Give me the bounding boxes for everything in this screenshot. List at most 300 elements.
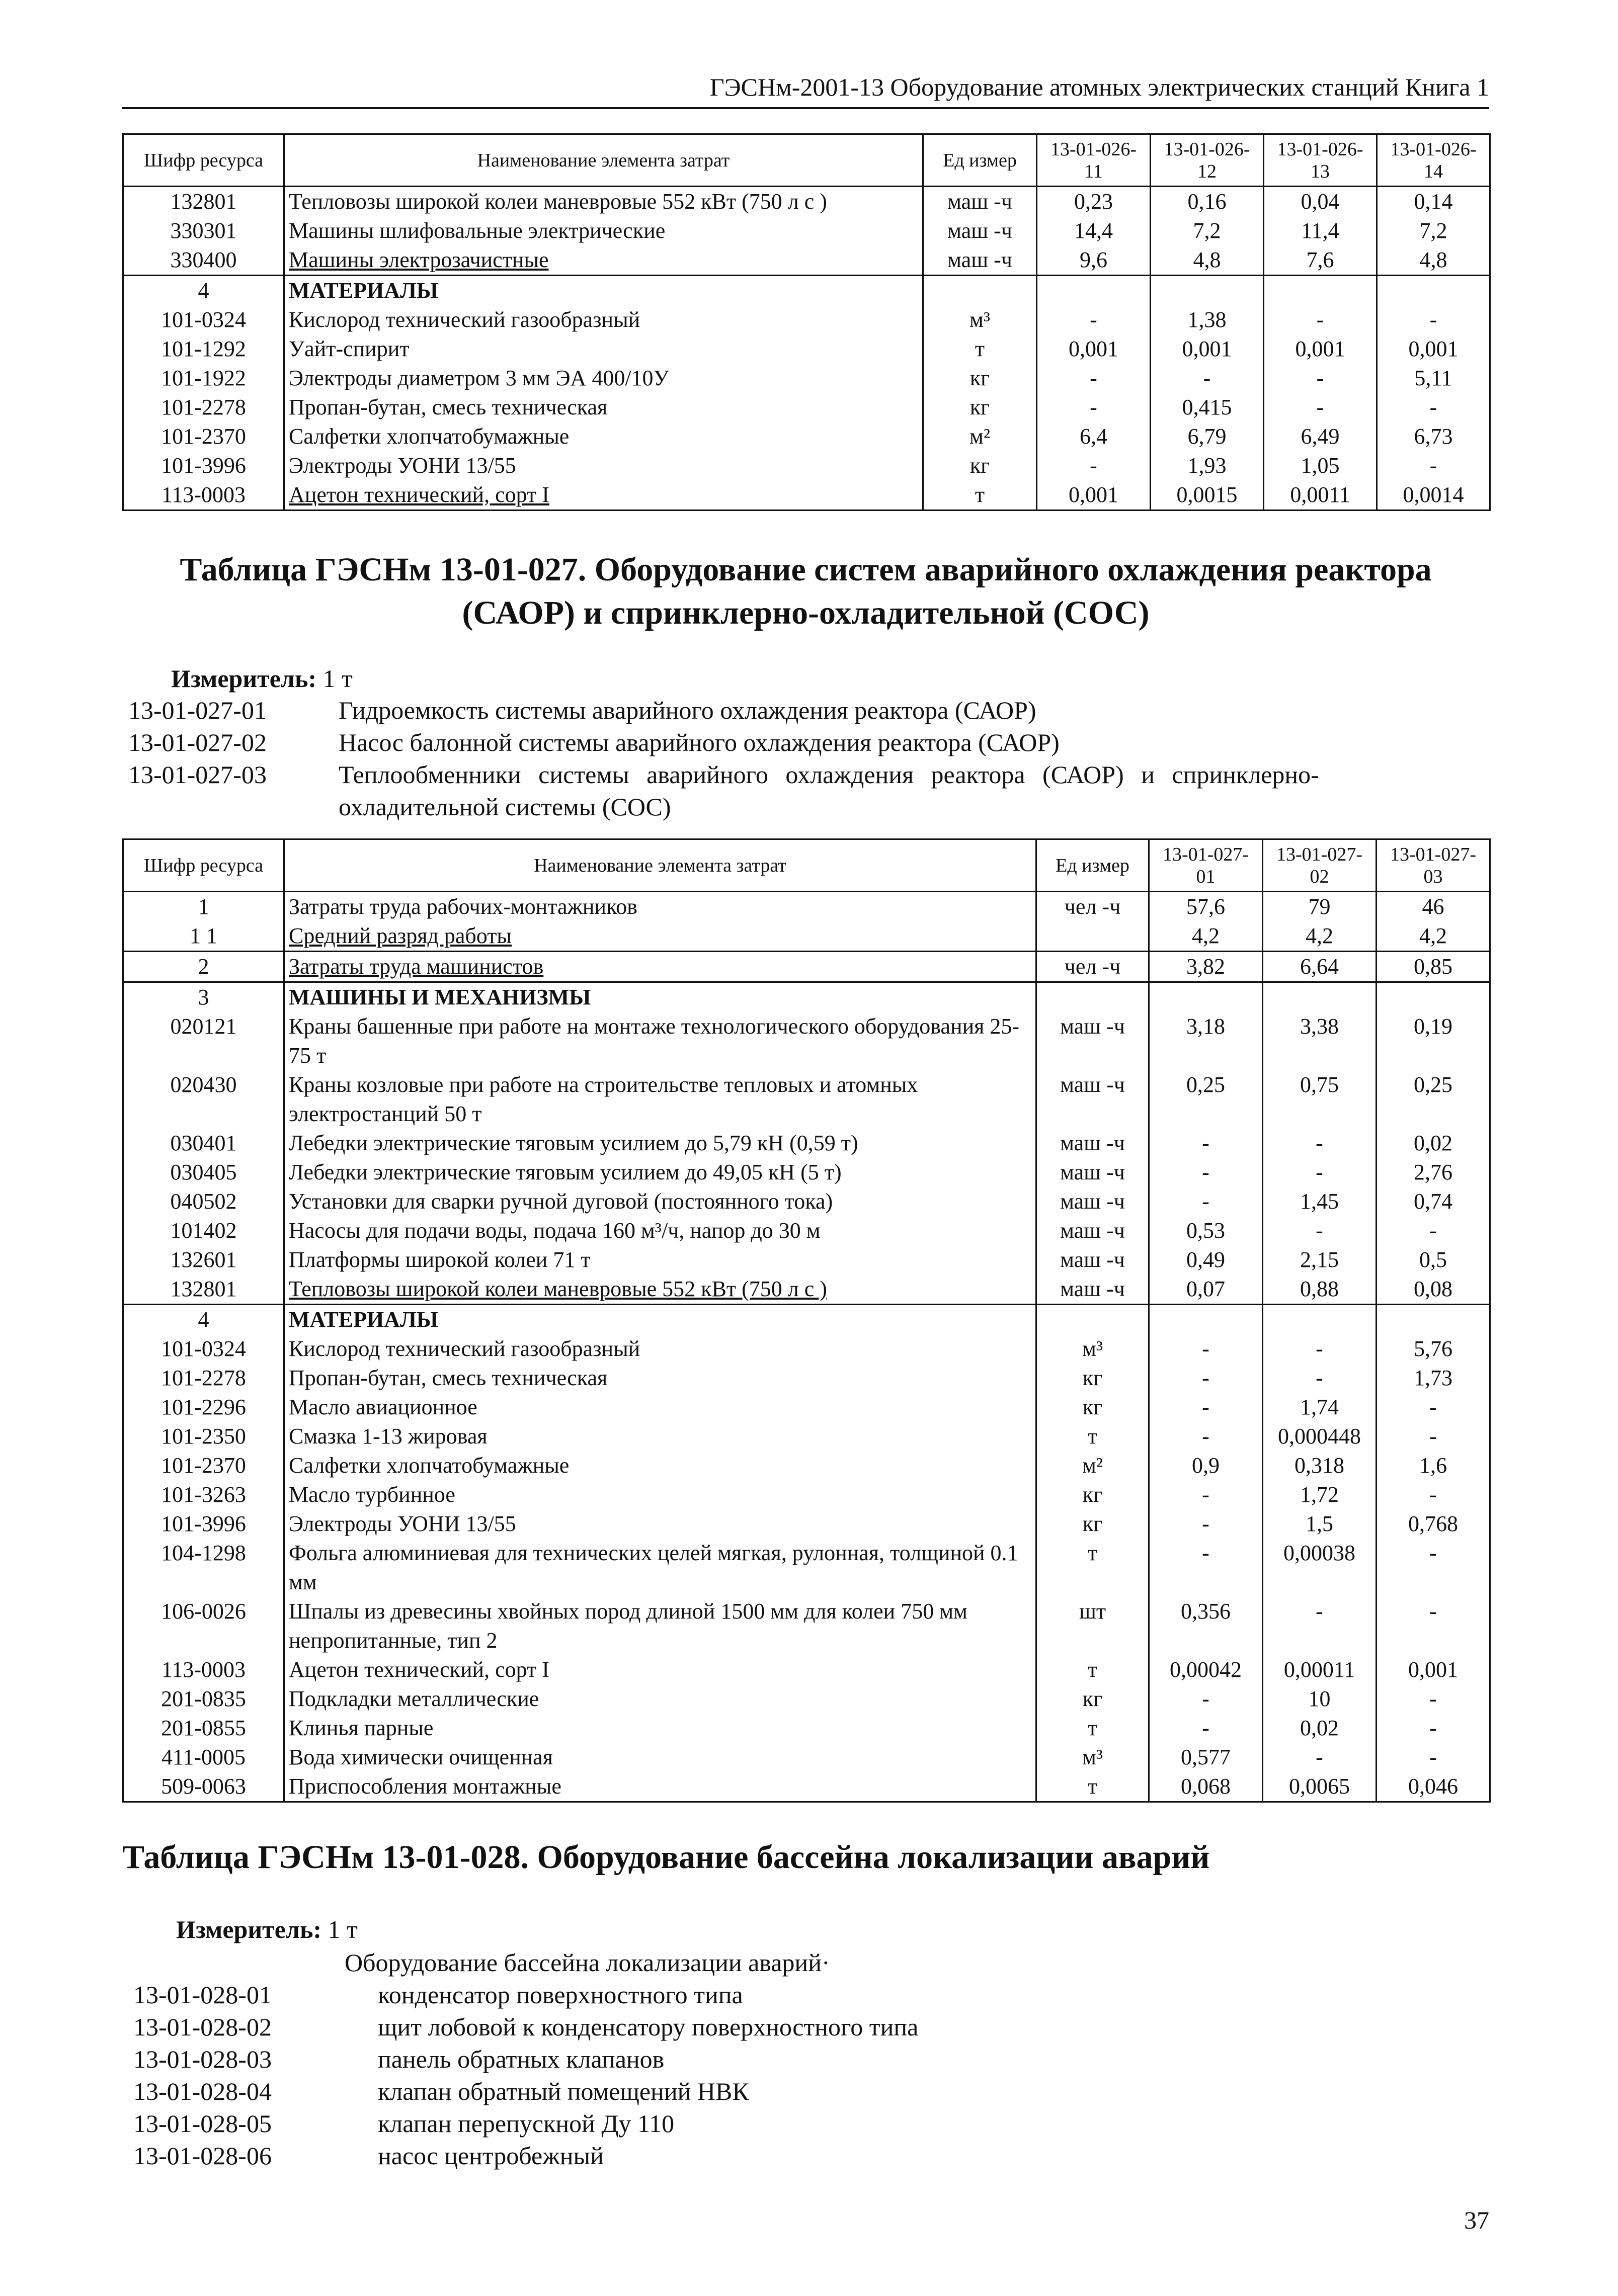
value-cell: -: [1151, 364, 1264, 393]
item-text: насос центробежный: [378, 2142, 604, 2170]
value-cell: 0,001: [1037, 480, 1151, 511]
unit-cell: м³: [1036, 1743, 1149, 1772]
unit-cell: кг: [1036, 1684, 1149, 1714]
measure-label: Измеритель:: [171, 664, 317, 693]
resource-name-cell: Тепловозы широкой колеи маневровые 552 кВт (750 л с ): [284, 187, 923, 217]
unit-cell: чел -ч: [1036, 892, 1149, 922]
resource-name-cell: Лебедки электрические тяговым усилием до 49,05 кН (5 т): [284, 1158, 1036, 1187]
list-item: [128, 726, 1492, 758]
resource-code-cell: 113-0003: [123, 1655, 284, 1684]
value-cell: -: [1264, 393, 1377, 422]
resource-code-cell: 1 1: [123, 921, 284, 952]
value-cell: 6,4: [1037, 422, 1151, 451]
value-cell: -: [1149, 1158, 1263, 1187]
resource-table-027: [122, 838, 1491, 1803]
resource-name-cell: Фольга алюминиевая для технических целей мягкая, рулонная, толщиной 0.1 мм: [284, 1539, 1036, 1597]
unit-cell: маш -ч: [1036, 1012, 1149, 1070]
item-text: клапан перепускной Ду 110: [378, 2109, 675, 2138]
value-cell: 2,15: [1263, 1245, 1377, 1274]
resource-name-cell: Машины шлифовальные электрические: [284, 216, 923, 245]
value-cell: -: [1149, 1129, 1263, 1158]
value-cell: -: [1377, 393, 1490, 422]
column-header: 13-01-027-01: [1149, 839, 1263, 892]
column-header: Шифр ресурса: [123, 134, 284, 187]
table-row: [123, 982, 1490, 1012]
value-cell: 1,45: [1263, 1187, 1377, 1216]
value-cell: -: [1149, 1187, 1263, 1216]
resource-name-cell: Кислород технический газообразный: [284, 305, 923, 334]
value-cell: 5,11: [1377, 364, 1490, 393]
unit-cell: кг: [923, 364, 1037, 393]
resource-code-cell: 509-0063: [123, 1772, 284, 1802]
value-cell: 0,74: [1377, 1187, 1490, 1216]
table-title-line: Таблица ГЭСНм 13-01-028. Оборудование бассейна локализации аварий: [122, 1839, 1210, 1876]
item-code: 13-01-028-06: [133, 2142, 272, 2170]
value-cell: 0,75: [1263, 1070, 1377, 1129]
value-cell: 1,93: [1151, 451, 1264, 480]
resource-code-cell: 4: [123, 1305, 284, 1335]
list-item: [133, 2011, 1441, 2043]
resource-name-cell: Кислород технический газообразный: [284, 1334, 1036, 1364]
value-cell: [1151, 276, 1264, 306]
value-cell: 0,001: [1264, 334, 1377, 364]
resource-name-cell: Платформы широкой колеи 71 т: [284, 1245, 1036, 1274]
table-row: [123, 1158, 1490, 1187]
value-cell: -: [1377, 1480, 1490, 1509]
unit-cell: маш -ч: [1036, 1070, 1149, 1129]
value-cell: -: [1377, 1393, 1490, 1422]
resource-code-cell: 101-2296: [123, 1393, 284, 1422]
value-cell: 11,4: [1264, 216, 1377, 245]
unit-cell: [1036, 982, 1149, 1012]
unit-cell: кг: [923, 451, 1037, 480]
value-cell: 0,53: [1149, 1216, 1263, 1245]
column-header: Наименование элемента затрат: [284, 134, 923, 187]
table-row: [123, 952, 1490, 982]
resource-name-cell: Салфетки хлопчатобумажные: [284, 422, 923, 451]
value-cell: 0,02: [1263, 1714, 1377, 1743]
unit-cell: т: [923, 480, 1037, 511]
unit-cell: м³: [1036, 1334, 1149, 1364]
value-cell: -: [1149, 1480, 1263, 1509]
resource-name-cell: Средний разряд работы: [284, 921, 1036, 952]
resource-code-cell: 132601: [123, 1245, 284, 1274]
table-row: [123, 1772, 1490, 1802]
value-cell: -: [1037, 451, 1151, 480]
resource-code-cell: 101-2370: [123, 1451, 284, 1480]
unit-cell: кг: [1036, 1393, 1149, 1422]
measure-unit-028: [176, 1914, 358, 1945]
unit-cell: [1036, 921, 1149, 952]
column-header: 13-01-027-02: [1263, 839, 1377, 892]
value-cell: [1263, 982, 1377, 1012]
item-code: 13-01-027-01: [128, 696, 267, 724]
value-cell: 3,38: [1263, 1012, 1377, 1070]
resource-name-cell: Лебедки электрические тяговым усилием до 5,79 кН (0,59 т): [284, 1129, 1036, 1158]
value-cell: 0,14: [1377, 187, 1490, 217]
column-header: 13-01-026-11: [1037, 134, 1151, 187]
unit-cell: маш -ч: [1036, 1187, 1149, 1216]
resource-name-cell: Подкладки металлические: [284, 1684, 1036, 1714]
column-header: Шифр ресурса: [123, 839, 284, 892]
value-cell: 1,72: [1263, 1480, 1377, 1509]
column-header: Ед измер: [923, 134, 1037, 187]
value-cell: -: [1264, 364, 1377, 393]
resource-code-cell: 101-2370: [123, 422, 284, 451]
unit-cell: т: [1036, 1714, 1149, 1743]
table-row: [123, 334, 1490, 364]
resource-code-cell: 132801: [123, 1274, 284, 1305]
table-row: [123, 1216, 1490, 1245]
measure-value: 1 т: [322, 664, 353, 693]
unit-cell: маш -ч: [1036, 1274, 1149, 1305]
value-cell: [1037, 276, 1151, 306]
resource-code-cell: 101-2278: [123, 393, 284, 422]
value-cell: 0,318: [1263, 1451, 1377, 1480]
value-cell: 4,2: [1377, 921, 1490, 952]
value-cell: 1,5: [1263, 1509, 1377, 1539]
value-cell: 0,577: [1149, 1743, 1263, 1772]
resource-name-cell: Установки для сварки ручной дуговой (постоянного тока): [284, 1187, 1036, 1216]
list-item: [133, 2140, 1441, 2172]
unit-cell: маш -ч: [1036, 1129, 1149, 1158]
measure-label: Измеритель:: [176, 1915, 322, 1943]
resource-name-cell: Ацетон технический, сорт I: [284, 480, 923, 511]
value-cell: 7,2: [1377, 216, 1490, 245]
value-cell: -: [1264, 305, 1377, 334]
resource-code-cell: 101-1292: [123, 334, 284, 364]
value-cell: 0,25: [1149, 1070, 1263, 1129]
table-header-row: [123, 134, 1490, 187]
resource-code-cell: 101-1922: [123, 364, 284, 393]
unit-cell: [923, 276, 1037, 306]
resource-code-cell: 4: [123, 276, 284, 306]
resource-code-cell: 101-2278: [123, 1364, 284, 1393]
column-header: Наименование элемента затрат: [284, 839, 1036, 892]
resource-name-cell: МАТЕРИАЛЫ: [284, 1305, 1036, 1335]
value-cell: -: [1263, 1597, 1377, 1655]
column-header: 13-01-027-03: [1377, 839, 1490, 892]
value-cell: 0,001: [1377, 334, 1490, 364]
resource-code-cell: 201-0835: [123, 1684, 284, 1714]
list-item: [128, 694, 1492, 726]
value-cell: -: [1377, 451, 1490, 480]
value-cell: 0,00042: [1149, 1655, 1263, 1684]
resource-code-cell: 030405: [123, 1158, 284, 1187]
value-cell: -: [1037, 364, 1151, 393]
value-cell: 0,046: [1377, 1772, 1490, 1802]
resource-name-cell: Краны козловые при работе на строительстве тепловых и атомных электростанций 50 т: [284, 1070, 1036, 1129]
table-header-row: [123, 839, 1490, 892]
value-cell: 0,88: [1263, 1274, 1377, 1305]
value-cell: 0,068: [1149, 1772, 1263, 1802]
table-row: [123, 305, 1490, 334]
column-header: 13-01-026-13: [1264, 134, 1377, 187]
value-cell: 0,356: [1149, 1597, 1263, 1655]
value-cell: 7,2: [1151, 216, 1264, 245]
resource-name-cell: Вода химически очищенная: [284, 1743, 1036, 1772]
item-code: 13-01-028-03: [133, 2045, 272, 2073]
column-header: 13-01-026-12: [1151, 134, 1264, 187]
unit-cell: маш -ч: [1036, 1216, 1149, 1245]
table-title-line: (САОР) и спринклерно-охладительной (СОС): [462, 594, 1150, 631]
item-code: 13-01-028-04: [133, 2077, 272, 2105]
resource-code-cell: 104-1298: [123, 1539, 284, 1597]
value-cell: 0,000448: [1263, 1422, 1377, 1451]
table-row: [123, 1422, 1490, 1451]
resource-name-cell: Салфетки хлопчатобумажные: [284, 1451, 1036, 1480]
value-cell: 0,23: [1037, 187, 1151, 217]
unit-cell: м²: [923, 422, 1037, 451]
resource-code-cell: 201-0855: [123, 1714, 284, 1743]
resource-name-cell: Машины электрозачистные: [284, 245, 923, 276]
item-text: клапан обратный помещений НВК: [378, 2077, 749, 2105]
value-cell: -: [1263, 1743, 1377, 1772]
value-cell: 0,08: [1377, 1274, 1490, 1305]
table-title-028: [122, 1836, 1279, 1879]
list-item: [133, 2043, 1441, 2075]
value-cell: 46: [1377, 892, 1490, 922]
value-cell: 2,76: [1377, 1158, 1490, 1187]
resource-code-cell: 2: [123, 952, 284, 982]
table-row: [123, 1187, 1490, 1216]
table-row: [123, 1684, 1490, 1714]
table-row: [123, 1539, 1490, 1597]
resource-code-cell: 132801: [123, 187, 284, 217]
value-cell: 0,9: [1149, 1451, 1263, 1480]
value-cell: -: [1149, 1422, 1263, 1451]
value-cell: 0,001: [1377, 1655, 1490, 1684]
table-row: [123, 1480, 1490, 1509]
value-cell: 1,38: [1151, 305, 1264, 334]
value-cell: 1,6: [1377, 1451, 1490, 1480]
value-cell: -: [1263, 1158, 1377, 1187]
table-row: [123, 1012, 1490, 1070]
list-item: [133, 1979, 1441, 2011]
value-cell: [1377, 1305, 1490, 1335]
value-cell: 6,49: [1264, 422, 1377, 451]
value-cell: 0,49: [1149, 1245, 1263, 1274]
resource-code-cell: 020430: [123, 1070, 284, 1129]
unit-cell: маш -ч: [1036, 1158, 1149, 1187]
table-row: [123, 1305, 1490, 1335]
table-row: [123, 1655, 1490, 1684]
table-row: [123, 892, 1490, 922]
unit-cell: т: [1036, 1772, 1149, 1802]
value-cell: [1149, 982, 1263, 1012]
table-row: [123, 364, 1490, 393]
list-item-continuation: [128, 791, 1492, 823]
value-cell: -: [1263, 1334, 1377, 1364]
resource-code-cell: 030401: [123, 1129, 284, 1158]
item-text: Теплообменники системы аварийного охлаждения реактора (САОР) и спринклерно-: [339, 760, 1319, 789]
value-cell: -: [1377, 1684, 1490, 1714]
table-title-027: [122, 548, 1489, 635]
resource-code-cell: 101-3996: [123, 1509, 284, 1539]
resource-code-cell: 101-3263: [123, 1480, 284, 1509]
measure-unit-027: [171, 663, 353, 694]
resource-name-cell: Смазка 1-13 жировая: [284, 1422, 1036, 1451]
value-cell: 57,6: [1149, 892, 1263, 922]
unit-cell: т: [1036, 1422, 1149, 1451]
table-row: [123, 1714, 1490, 1743]
unit-cell: м³: [923, 305, 1037, 334]
running-title: ГЭСНм-2001-13 Оборудование атомных электрических станций Книга 1: [709, 73, 1489, 101]
value-cell: -: [1377, 1597, 1490, 1655]
value-cell: -: [1377, 1743, 1490, 1772]
table-row: [123, 480, 1490, 511]
value-cell: 5,76: [1377, 1334, 1490, 1364]
column-header: Ед измер: [1036, 839, 1149, 892]
value-cell: 6,73: [1377, 422, 1490, 451]
unit-cell: кг: [1036, 1364, 1149, 1393]
unit-cell: маш -ч: [923, 216, 1037, 245]
resource-name-cell: МАШИНЫ И МЕХАНИЗМЫ: [284, 982, 1036, 1012]
unit-cell: кг: [1036, 1509, 1149, 1539]
unit-cell: чел -ч: [1036, 952, 1149, 982]
unit-cell: маш -ч: [1036, 1245, 1149, 1274]
measure-value: 1 т: [328, 1915, 358, 1943]
value-cell: 10: [1263, 1684, 1377, 1714]
table-title-line: Таблица ГЭСНм 13-01-027. Оборудование систем аварийного охлаждения реактора: [180, 551, 1432, 588]
item-code: 13-01-027-02: [128, 728, 267, 756]
list-item: [128, 758, 1492, 791]
value-cell: -: [1377, 1422, 1490, 1451]
resource-code-cell: 1: [123, 892, 284, 922]
item-code: 13-01-027-03: [128, 760, 267, 789]
unit-cell: т: [1036, 1539, 1149, 1597]
value-cell: [1377, 982, 1490, 1012]
resource-code-cell: 020121: [123, 1012, 284, 1070]
table-row: [123, 422, 1490, 451]
column-header: 13-01-026-14: [1377, 134, 1490, 187]
value-cell: -: [1149, 1684, 1263, 1714]
value-cell: 0,0065: [1263, 1772, 1377, 1802]
value-cell: 0,0015: [1151, 480, 1264, 511]
value-cell: 0,0014: [1377, 480, 1490, 511]
value-cell: 1,05: [1264, 451, 1377, 480]
resource-name-cell: Ацетон технический, сорт I: [284, 1655, 1036, 1684]
resource-name-cell: Краны башенные при работе на монтаже технологического оборудования 25-75 т: [284, 1012, 1036, 1070]
value-cell: 6,79: [1151, 422, 1264, 451]
value-cell: 0,85: [1377, 952, 1490, 982]
value-cell: 4,8: [1151, 245, 1264, 276]
item-text: панель обратных клапанов: [378, 2045, 665, 2073]
resource-name-cell: Уайт-спирит: [284, 334, 923, 364]
value-cell: 1,73: [1377, 1364, 1490, 1393]
table-row: [123, 1597, 1490, 1655]
value-cell: 0,00011: [1263, 1655, 1377, 1684]
value-cell: -: [1149, 1393, 1263, 1422]
resource-name-cell: Приспособления монтажные: [284, 1772, 1036, 1802]
list-heading: [133, 1946, 1441, 1979]
table-row: [123, 245, 1490, 276]
list-item: [133, 2075, 1441, 2107]
value-cell: -: [1263, 1216, 1377, 1245]
value-cell: -: [1263, 1129, 1377, 1158]
value-cell: 0,16: [1151, 187, 1264, 217]
table-row: [123, 1743, 1490, 1772]
resource-code-cell: 101402: [123, 1216, 284, 1245]
value-cell: -: [1149, 1714, 1263, 1743]
value-cell: [1263, 1305, 1377, 1335]
resource-name-cell: Электроды УОНИ 13/55: [284, 451, 923, 480]
resource-name-cell: Масло турбинное: [284, 1480, 1036, 1509]
unit-cell: т: [923, 334, 1037, 364]
resource-name-cell: Масло авиационное: [284, 1393, 1036, 1422]
value-cell: 0,25: [1377, 1070, 1490, 1129]
table-row: [123, 1451, 1490, 1480]
resource-code-cell: 330400: [123, 245, 284, 276]
value-cell: -: [1037, 305, 1151, 334]
value-cell: 9,6: [1037, 245, 1151, 276]
value-cell: -: [1263, 1364, 1377, 1393]
value-cell: -: [1377, 1539, 1490, 1597]
unit-cell: кг: [923, 393, 1037, 422]
resource-code-cell: 330301: [123, 216, 284, 245]
resource-name-cell: Тепловозы широкой колеи маневровые 552 кВт (750 л с ): [284, 1274, 1036, 1305]
page-number: 37: [1464, 2206, 1489, 2234]
item-code: 13-01-028-05: [133, 2109, 272, 2138]
unit-cell: кг: [1036, 1480, 1149, 1509]
value-cell: 0,19: [1377, 1012, 1490, 1070]
resource-code-cell: 101-0324: [123, 305, 284, 334]
resource-name-cell: Затраты труда машинистов: [284, 952, 1036, 982]
value-cell: -: [1149, 1539, 1263, 1597]
item-code: 13-01-028-02: [133, 2013, 272, 2041]
resource-code-cell: 3: [123, 982, 284, 1012]
value-cell: 0,0011: [1264, 480, 1377, 511]
value-cell: -: [1037, 393, 1151, 422]
resource-name-cell: Пропан-бутан, смесь техническая: [284, 1364, 1036, 1393]
resource-code-cell: 040502: [123, 1187, 284, 1216]
value-cell: 0,415: [1151, 393, 1264, 422]
resource-code-cell: 101-2350: [123, 1422, 284, 1451]
resource-name-cell: Электроды УОНИ 13/55: [284, 1509, 1036, 1539]
value-cell: 0,02: [1377, 1129, 1490, 1158]
value-cell: 79: [1263, 892, 1377, 922]
value-cell: -: [1377, 305, 1490, 334]
resource-code-cell: 411-0005: [123, 1743, 284, 1772]
resource-name-cell: МАТЕРИАЛЫ: [284, 276, 923, 306]
unit-cell: маш -ч: [923, 187, 1037, 217]
table-row: [123, 1070, 1490, 1129]
resource-name-cell: Пропан-бутан, смесь техническая: [284, 393, 923, 422]
resource-name-cell: Электроды диаметром 3 мм ЭА 400/10У: [284, 364, 923, 393]
item-text: щит лобовой к конденсатору поверхностного типа: [378, 2013, 919, 2041]
list-item: [133, 2107, 1441, 2140]
value-cell: 4,2: [1263, 921, 1377, 952]
table-row: [123, 1274, 1490, 1305]
value-cell: 0,5: [1377, 1245, 1490, 1274]
page-header: [122, 67, 1489, 109]
resource-name-cell: Насосы для подачи воды, подача 160 м³/ч, напор до 30 м: [284, 1216, 1036, 1245]
resource-code-cell: 101-0324: [123, 1334, 284, 1364]
value-cell: -: [1149, 1334, 1263, 1364]
work-items-027: [128, 694, 1492, 823]
table-row: [123, 393, 1490, 422]
table-row: [123, 276, 1490, 306]
table-row: [123, 451, 1490, 480]
table-row: [123, 1393, 1490, 1422]
unit-cell: т: [1036, 1655, 1149, 1684]
item-text: охладительной системы (СОС): [339, 793, 671, 821]
unit-cell: маш -ч: [923, 245, 1037, 276]
table-row: [123, 216, 1490, 245]
value-cell: 0,04: [1264, 187, 1377, 217]
value-cell: 3,82: [1149, 952, 1263, 982]
value-cell: 3,18: [1149, 1012, 1263, 1070]
